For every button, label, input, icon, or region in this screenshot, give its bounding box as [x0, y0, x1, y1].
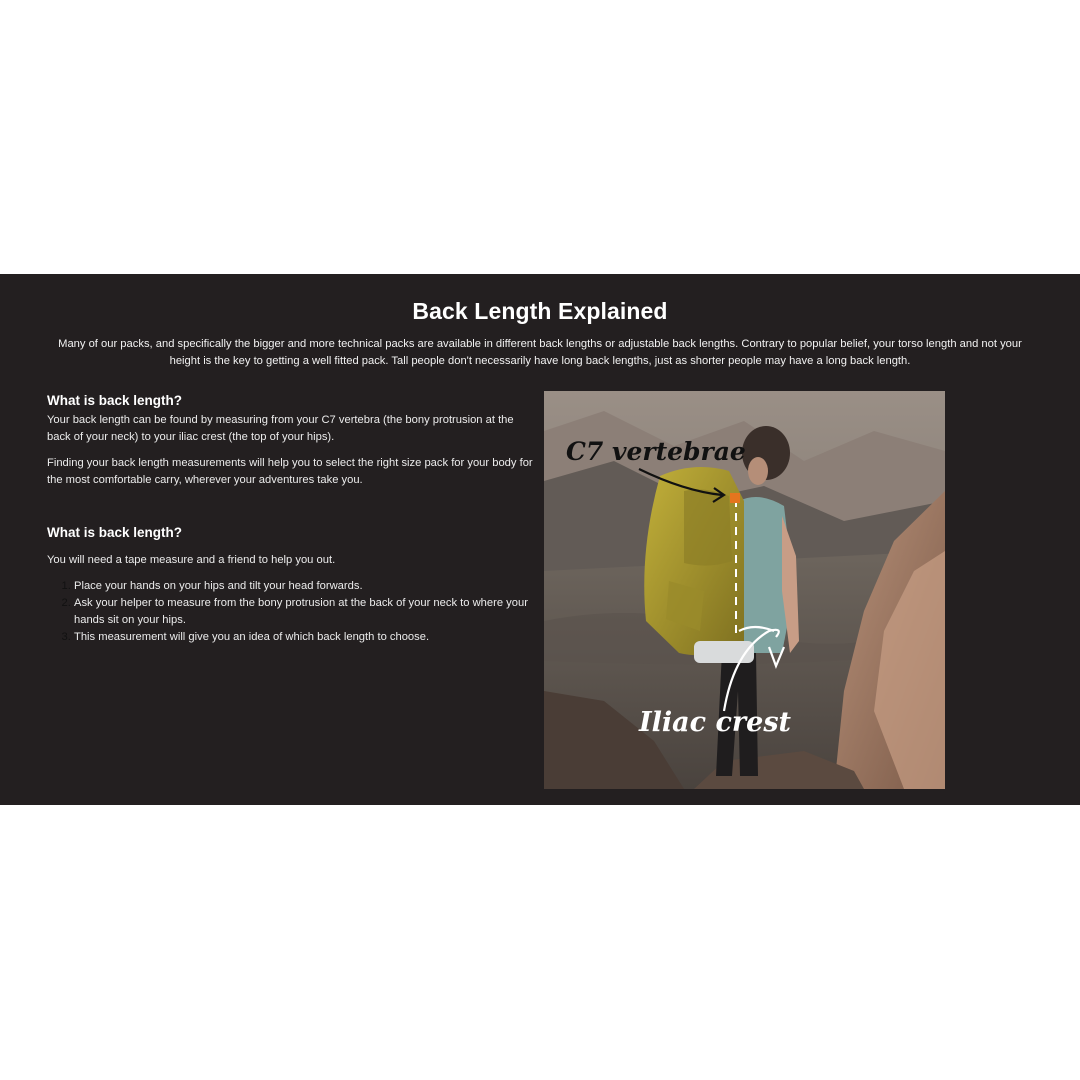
block2-heading: What is back length? — [47, 525, 183, 540]
steps-list — [47, 578, 535, 646]
iliac-crest-label: Iliac crest — [639, 707, 791, 738]
section-title: Back Length Explained — [412, 298, 668, 324]
text-column — [47, 392, 535, 646]
c7-vertebrae-label: C7 vertebrae — [566, 437, 746, 466]
block2-lead: You will need a tape measure and a friend to help you out. — [47, 554, 336, 566]
block1-paragraph-1: Your back length can be found by measuring from your C7 vertebra (the bony protrusion at the back of your neck) to your iliac crest (the top of your hips). — [47, 414, 514, 443]
hiker-backpack-photo — [544, 391, 945, 789]
block1-heading: What is back length? — [47, 393, 183, 408]
block1-paragraph-2: Finding your back length measurements will help you to select the right size pack for your body for the most comfortable carry, wherever your adventures take you. — [47, 457, 533, 486]
step-item: 2. Ask your helper to measure from the bony protrusion at the back of your neck to where your hands sit on your hips. — [74, 595, 535, 629]
step-item: 3. This measurement will give you an idea of which back length to choose. — [74, 629, 535, 646]
section-intro: Many of our packs, and specifically the bigger and more technical packs are available in different back lengths or adjustable back lengths. Contrary to popular belief, your torso length and not your height is the key to getting a well fitted pack. Tall people don't necessarily have long back lengths, just as shorter people may have a long back length. — [58, 338, 1022, 367]
step-item: 1. Place your hands on your hips and tilt your head forwards. — [74, 578, 535, 595]
